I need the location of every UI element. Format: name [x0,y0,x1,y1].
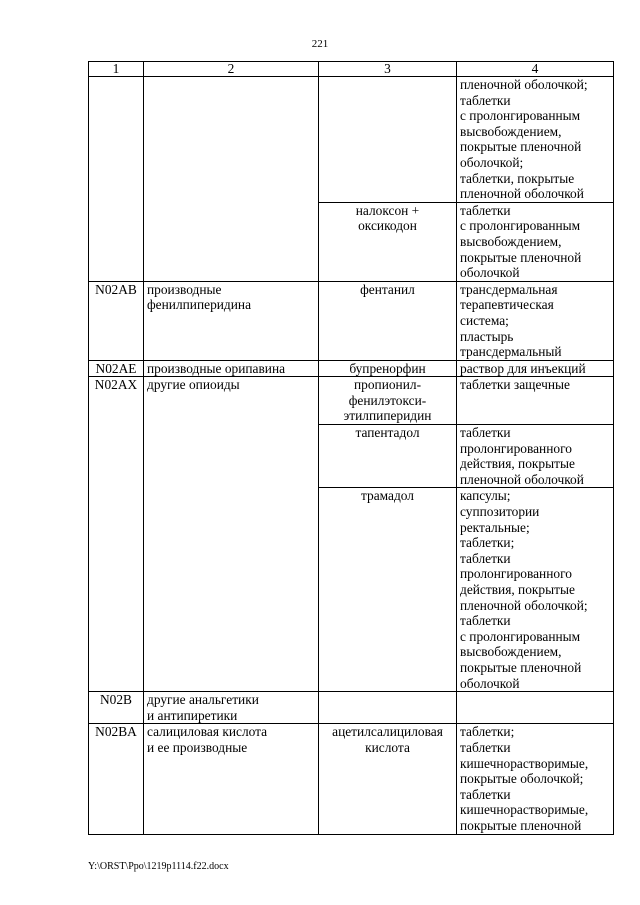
group-name-line: и ее производные [147,739,248,755]
atc-code: N02AE [95,360,137,376]
drug-table [88,61,614,835]
group-name-cell [144,77,319,282]
dosage-form-cell [457,377,614,425]
drug-name-cell [319,360,457,377]
dosage-form-line: капсулы; [460,488,511,504]
drug-name-line: этилпиперидин [343,408,432,424]
dosage-form-cell [457,488,614,692]
table-row [89,692,614,724]
dosage-form-line: высвобождением, [460,233,562,249]
drug-name-line: налоксон + [355,202,420,218]
group-name-line: фенилпиперидина [147,297,252,313]
header-col-4: 4 [457,62,614,77]
dosage-form-line: оболочкой [460,675,520,691]
drug-name-line: оксикодон [358,218,417,234]
drug-name-cell [319,692,457,724]
group-name-line: производные [147,281,222,297]
drug-name-cell [319,724,457,834]
dosage-form-cell [457,724,614,834]
dosage-form-line: таблетки [460,202,511,218]
footer-file-path: Y:\ORST\Ppo\1219p1114.f22.docx [88,861,229,872]
drug-name-line: кислота [365,739,410,755]
dosage-form-line: кишечнорастворимые, [460,802,589,818]
drug-name-line: пропионил- [353,377,422,393]
dosage-form-line: пролонгированного [460,440,572,456]
group-name-line: салициловая кислота [147,724,268,740]
dosage-form-line: пленочной оболочкой [460,186,584,202]
table-row [89,77,614,203]
dosage-form-line: раствор для инъекций [460,360,586,376]
dosage-form-line: оболочкой; [460,154,524,170]
drug-name-cell [319,281,457,360]
atc-code-cell [89,692,144,724]
page-number: 221 [311,38,329,50]
atc-code: N02B [100,692,132,708]
dosage-form-line: действия, покрытые [460,456,575,472]
drug-name-cell [319,425,457,488]
dosage-form-line: система; [460,312,509,328]
atc-code: N02AB [95,281,137,297]
table-row [89,377,614,425]
dosage-form-cell [457,77,614,203]
atc-code: N02AX [94,377,138,393]
dosage-form-line: суппозитории [460,504,540,520]
atc-code-cell [89,77,144,282]
drug-name-cell [319,377,457,425]
group-name-cell [144,377,319,692]
drug-name-line: тапентадол [355,425,420,441]
group-name-line: и антипиретики [147,707,238,723]
group-name-cell [144,281,319,360]
atc-code: N02BA [95,724,137,740]
dosage-form-line: пролонгированного [460,566,572,582]
dosage-form-cell [457,425,614,488]
dosage-form-line: таблетки; [460,535,515,551]
header-col-2: 2 [144,62,319,77]
dosage-form-line: таблетки, покрытые [460,170,575,186]
dosage-form-cell [457,692,614,724]
table-row [89,724,614,834]
dosage-form-line: покрытые пленочной [460,139,582,155]
dosage-form-line: высвобождением, [460,123,562,139]
drug-name-line: трамадол [361,488,414,504]
dosage-form-line: покрытые пленочной [460,817,582,833]
dosage-form-line: оболочкой [460,265,520,281]
dosage-form-line: терапевтическая [460,297,554,313]
dosage-form-line: покрытые пленочной [460,249,582,265]
dosage-form-line: ректальные; [460,519,530,535]
dosage-form-line: покрытые пленочной [460,659,582,675]
dosage-form-line: таблетки [460,786,511,802]
header-row [89,62,614,77]
dosage-form-line: пленочной оболочкой; [460,77,588,92]
group-name-line: производные орипавина [147,360,286,376]
dosage-form-line: с пролонгированным [460,628,581,644]
drug-name-line: фентанил [360,281,415,297]
dosage-form-line: высвобождением, [460,644,562,660]
dosage-form-line: таблетки [460,739,511,755]
drug-name-line: фенилэтокси- [348,392,427,408]
group-name-cell [144,360,319,377]
table-body [89,77,614,835]
dosage-form-line: пластырь [460,328,514,344]
dosage-form-cell [457,202,614,281]
header-col-3: 3 [319,62,457,77]
drug-name-cell [319,488,457,692]
atc-code-cell [89,360,144,377]
dosage-form-cell [457,281,614,360]
dosage-form-cell [457,360,614,377]
dosage-form-line: таблетки защечные [460,377,570,393]
atc-code-cell [89,377,144,692]
group-name-cell [144,692,319,724]
dosage-form-line: пленочной оболочкой [460,471,584,487]
atc-code-cell [89,281,144,360]
dosage-form-line: таблетки; [460,724,515,740]
group-name-cell [144,724,319,834]
drug-name-line: ацетилсалициловая [332,724,443,740]
drug-name-cell [319,77,457,203]
group-name-line: другие опиоиды [147,377,240,393]
dosage-form-line: таблетки [460,550,511,566]
group-name-line: другие анальгетики [147,692,259,708]
drug-name-line: бупренорфин [349,360,426,376]
dosage-form-line: действия, покрытые [460,582,575,597]
dosage-form-line: с пролонгированным [460,108,581,124]
dosage-form-line: таблетки [460,92,511,108]
table-row [89,281,614,360]
dosage-form-line: кишечнорастворимые, [460,755,589,771]
dosage-form-line: таблетки [460,613,511,629]
dosage-form-line: таблетки [460,425,511,441]
dosage-form-line: трансдермальная [460,281,558,297]
atc-code-cell [89,724,144,834]
dosage-form-line: с пролонгированным [460,218,581,234]
header-col-1: 1 [89,62,144,77]
dosage-form-line: трансдермальный [460,344,562,360]
table-row [89,360,614,377]
dosage-form-line: пленочной оболочкой; [460,597,588,613]
drug-name-cell [319,202,457,281]
dosage-form-line: покрытые оболочкой; [460,771,584,787]
